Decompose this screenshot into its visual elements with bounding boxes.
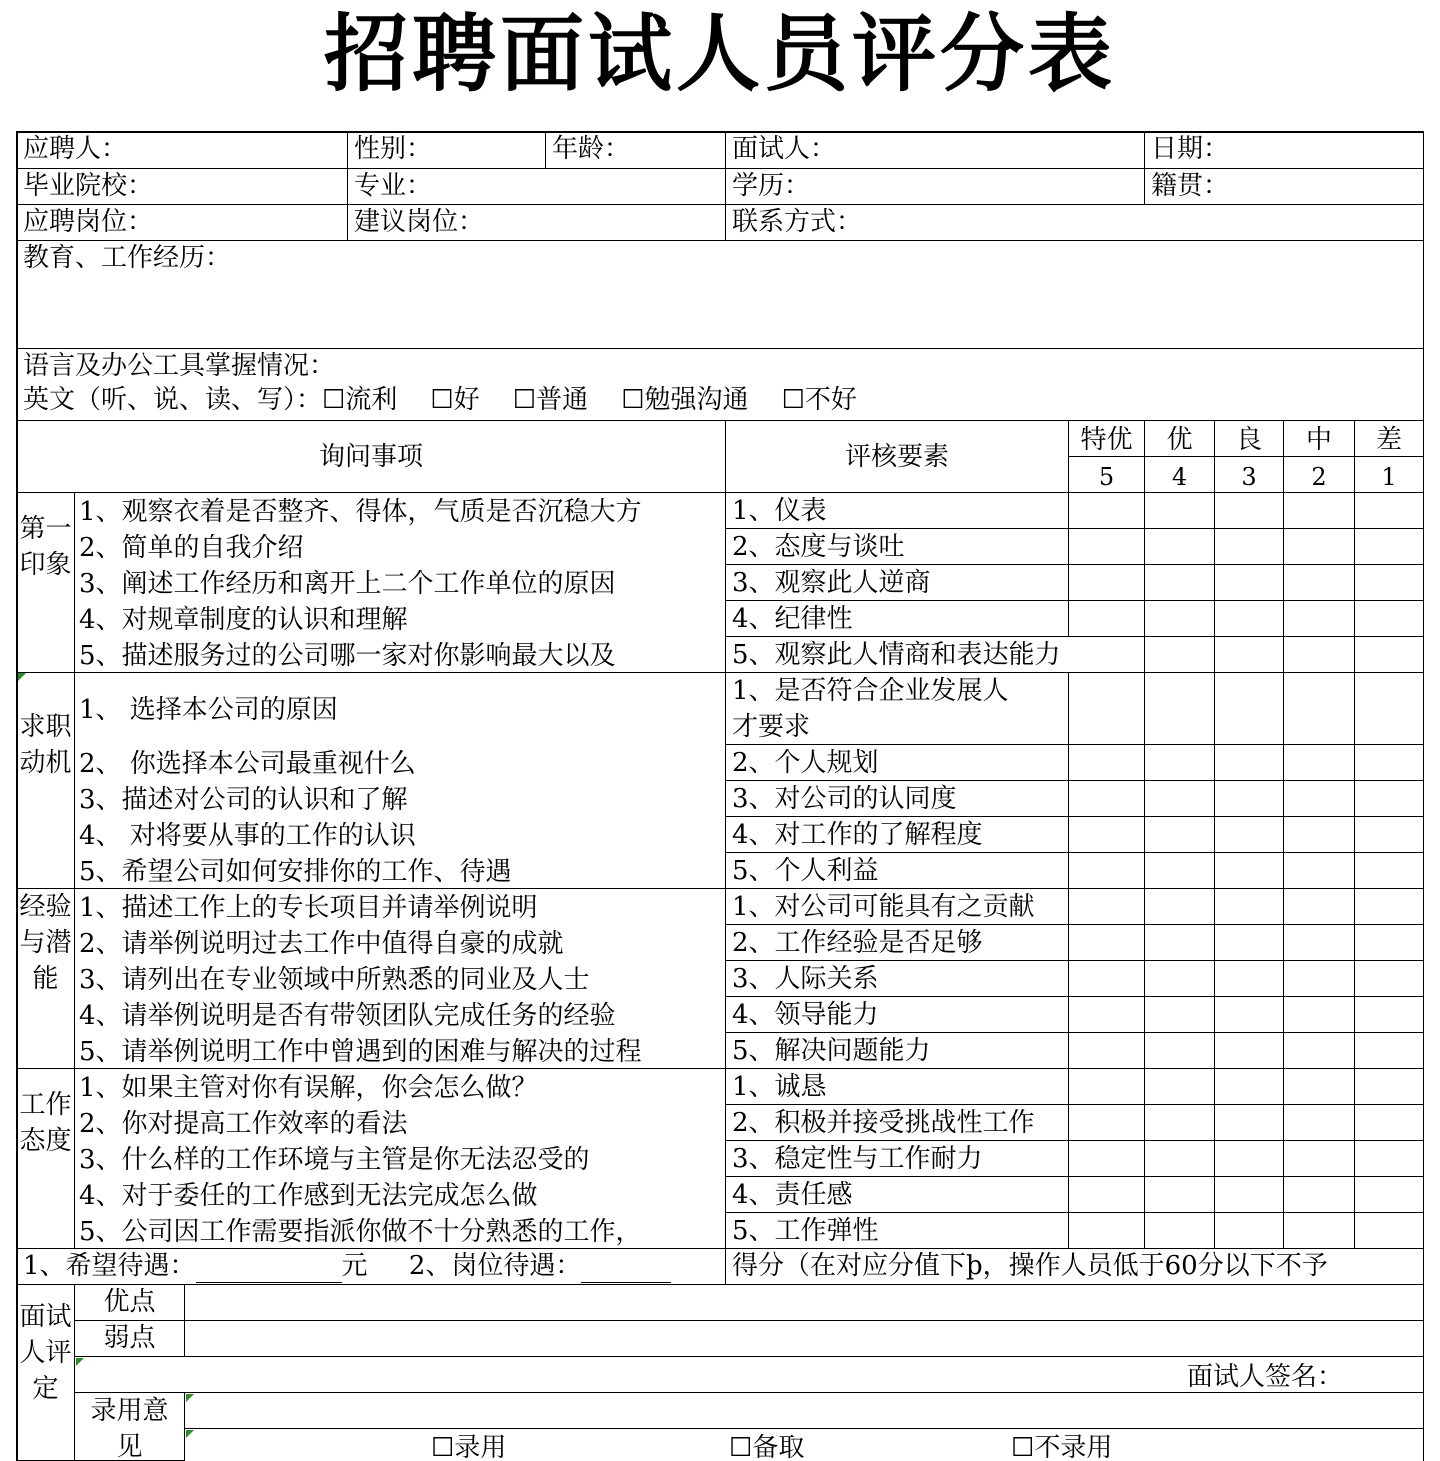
factor-text: 2、个人规划 bbox=[732, 748, 879, 778]
factor-text: 1、对公司可能具有之贡献 bbox=[732, 892, 1035, 922]
score-cell[interactable] bbox=[1145, 493, 1215, 529]
score-cell[interactable] bbox=[1069, 493, 1145, 529]
score-cell[interactable] bbox=[1215, 961, 1284, 997]
score-cell[interactable] bbox=[1069, 889, 1145, 925]
checkbox-reserve[interactable]: ☐备取 bbox=[729, 1433, 805, 1461]
factors-header: 评核要素 bbox=[726, 421, 1069, 493]
section-category: 工作态度 bbox=[17, 1069, 75, 1249]
weaknesses-field[interactable] bbox=[185, 1321, 1424, 1357]
score-cell[interactable] bbox=[1215, 1033, 1284, 1069]
strengths-label: 优点 bbox=[75, 1285, 185, 1321]
position-salary-label: 2、岗位待遇： bbox=[408, 1251, 582, 1281]
factor-text: 3、人际关系 bbox=[732, 964, 879, 994]
score-cell[interactable] bbox=[1215, 1213, 1284, 1249]
strengths-field[interactable] bbox=[185, 1285, 1424, 1321]
score-cell[interactable] bbox=[1069, 1213, 1145, 1249]
score-cell[interactable] bbox=[1145, 925, 1215, 961]
score-cell[interactable] bbox=[1355, 853, 1424, 889]
grade-score: 1 bbox=[1355, 457, 1424, 493]
factor-text: 3、对公司的认同度 bbox=[732, 784, 957, 814]
score-cell[interactable] bbox=[1145, 601, 1215, 637]
score-cell[interactable] bbox=[1355, 637, 1424, 673]
english-row bbox=[23, 383, 1417, 417]
score-cell[interactable] bbox=[1145, 1033, 1215, 1069]
checkbox-poor[interactable]: ☐不好 bbox=[781, 385, 857, 415]
score-cell[interactable] bbox=[1215, 529, 1284, 565]
score-cell[interactable] bbox=[1069, 673, 1145, 745]
question-item: 5、描述服务过的公司哪一家对你影响最大以及 bbox=[79, 641, 616, 671]
score-cell[interactable] bbox=[1069, 601, 1145, 637]
score-cell[interactable] bbox=[1145, 781, 1215, 817]
question-item: 3、什么样的工作环境与主管是你无法忍受的 bbox=[79, 1145, 590, 1175]
hiring-comment-field[interactable] bbox=[185, 1393, 1424, 1429]
score-cell[interactable] bbox=[1145, 997, 1215, 1033]
score-cell[interactable] bbox=[1355, 925, 1424, 961]
score-cell[interactable] bbox=[1355, 961, 1424, 997]
interviewer-field[interactable]: 面试人： bbox=[726, 132, 1145, 169]
score-cell[interactable] bbox=[1145, 1069, 1215, 1105]
score-cell[interactable] bbox=[1145, 1141, 1215, 1177]
score-cell[interactable] bbox=[1069, 637, 1145, 673]
score-cell[interactable] bbox=[1145, 529, 1215, 565]
grade-score: 5 bbox=[1069, 457, 1145, 493]
question-item: 2、你对提高工作效率的看法 bbox=[79, 1109, 408, 1139]
score-cell[interactable] bbox=[1284, 781, 1355, 817]
suggested-position-field[interactable]: 建议岗位： bbox=[348, 205, 726, 241]
score-cell[interactable] bbox=[1145, 1177, 1215, 1213]
factor-item bbox=[726, 1141, 1069, 1177]
section-category: 求职动机 bbox=[17, 673, 75, 889]
hiring-label: 录用意见 bbox=[75, 1393, 185, 1461]
language-label: 语言及办公工具掌握情况： bbox=[23, 351, 336, 381]
factor-item bbox=[726, 961, 1069, 997]
score-cell[interactable] bbox=[1069, 961, 1145, 997]
score-cell[interactable] bbox=[1215, 925, 1284, 961]
score-cell[interactable] bbox=[1215, 1141, 1284, 1177]
score-cell[interactable] bbox=[1355, 673, 1424, 745]
score-cell[interactable] bbox=[1069, 997, 1145, 1033]
question-item: 3、请列出在专业领域中所熟悉的同业及人士 bbox=[79, 965, 590, 995]
score-cell[interactable] bbox=[1215, 601, 1284, 637]
score-cell[interactable] bbox=[1284, 889, 1355, 925]
factor-text: 5、个人利益 bbox=[732, 856, 879, 886]
major-field[interactable]: 专业： bbox=[348, 169, 726, 205]
question-item: 1、 选择本公司的原因 bbox=[79, 695, 338, 725]
applicant-field[interactable]: 应聘人： bbox=[17, 132, 348, 169]
question-item: 5、请举例说明工作中曾遇到的困难与解决的过程 bbox=[79, 1037, 642, 1067]
score-cell[interactable] bbox=[1355, 529, 1424, 565]
contact-field[interactable]: 联系方式： bbox=[726, 205, 1424, 241]
score-cell[interactable] bbox=[1145, 745, 1215, 781]
factor-item bbox=[726, 601, 1069, 637]
age-field[interactable]: 年龄： bbox=[546, 132, 726, 169]
score-cell[interactable] bbox=[1145, 565, 1215, 601]
expected-salary-input[interactable] bbox=[196, 1254, 342, 1283]
section-questions bbox=[75, 493, 726, 673]
score-cell[interactable] bbox=[1145, 1105, 1215, 1141]
weaknesses-label: 弱点 bbox=[75, 1321, 185, 1357]
score-cell[interactable] bbox=[1145, 637, 1215, 673]
grade-score: 2 bbox=[1284, 457, 1355, 493]
signature-row[interactable] bbox=[75, 1357, 1424, 1393]
score-cell[interactable] bbox=[1284, 673, 1355, 745]
score-cell[interactable] bbox=[1069, 745, 1145, 781]
score-cell[interactable] bbox=[1069, 529, 1145, 565]
factor-text: 5、观察此人情商和表达能力 bbox=[732, 640, 1061, 670]
score-cell[interactable] bbox=[1355, 1141, 1424, 1177]
factor-item bbox=[726, 997, 1069, 1033]
factor-text: 3、观察此人逆商 bbox=[732, 568, 931, 598]
score-cell[interactable] bbox=[1284, 961, 1355, 997]
question-item: 2、简单的自我介绍 bbox=[79, 533, 304, 563]
score-cell[interactable] bbox=[1145, 1213, 1215, 1249]
score-cell[interactable] bbox=[1145, 889, 1215, 925]
score-cell[interactable] bbox=[1215, 637, 1284, 673]
factor-item bbox=[726, 1033, 1069, 1069]
experience-field[interactable] bbox=[17, 241, 1424, 349]
score-cell[interactable] bbox=[1069, 781, 1145, 817]
score-cell[interactable] bbox=[1069, 1177, 1145, 1213]
question-item: 4、 对将要从事的工作的认识 bbox=[79, 821, 416, 851]
evaluation-category: 面试人评定 bbox=[17, 1285, 75, 1461]
score-cell[interactable] bbox=[1284, 925, 1355, 961]
question-item: 3、阐述工作经历和离开上二个工作单位的原因 bbox=[79, 569, 616, 599]
grade-score: 4 bbox=[1145, 457, 1215, 493]
score-cell[interactable] bbox=[1355, 565, 1424, 601]
score-cell[interactable] bbox=[1215, 997, 1284, 1033]
factor-text: 2、工作经验是否足够 bbox=[732, 928, 983, 958]
school-field[interactable]: 毕业院校： bbox=[17, 169, 348, 205]
score-cell[interactable] bbox=[1284, 997, 1355, 1033]
grade-label: 良 bbox=[1215, 421, 1284, 457]
factor-text: 5、解决问题能力 bbox=[732, 1036, 931, 1066]
score-cell[interactable] bbox=[1355, 1213, 1424, 1249]
english-label: 英文（听、说、读、写）： bbox=[23, 385, 323, 415]
section-questions bbox=[75, 1069, 726, 1249]
factor-item bbox=[726, 889, 1069, 925]
grade-label: 中 bbox=[1284, 421, 1355, 457]
factor-item bbox=[726, 817, 1069, 853]
question-item: 1、描述工作上的专长项目并请举例说明 bbox=[79, 893, 538, 923]
score-cell[interactable] bbox=[1215, 781, 1284, 817]
expected-salary-label: 1、希望待遇： bbox=[23, 1251, 196, 1281]
position-salary-input[interactable] bbox=[581, 1254, 671, 1283]
score-cell[interactable] bbox=[1284, 745, 1355, 781]
question-item: 4、对规章制度的认识和理解 bbox=[79, 605, 408, 635]
factor-item bbox=[726, 673, 1069, 745]
score-cell[interactable] bbox=[1284, 1033, 1355, 1069]
factor-text: 2、积极并接受挑战性工作 bbox=[732, 1108, 1035, 1138]
salary-row bbox=[17, 1249, 726, 1285]
score-cell[interactable] bbox=[1215, 673, 1284, 745]
score-cell[interactable] bbox=[1284, 817, 1355, 853]
score-cell[interactable] bbox=[1355, 817, 1424, 853]
grade-label: 差 bbox=[1355, 421, 1424, 457]
score-cell[interactable] bbox=[1215, 1105, 1284, 1141]
factor-item bbox=[726, 745, 1069, 781]
factor-item bbox=[726, 781, 1069, 817]
factor-item bbox=[726, 925, 1069, 961]
factor-item bbox=[726, 529, 1069, 565]
section-category: 第一印象 bbox=[17, 493, 75, 673]
factor-text: 2、态度与谈吐 bbox=[732, 532, 905, 562]
score-cell[interactable] bbox=[1069, 1033, 1145, 1069]
score-cell[interactable] bbox=[1355, 1105, 1424, 1141]
question-item: 1、如果主管对你有误解，你会怎么做？ bbox=[79, 1073, 538, 1103]
factor-item bbox=[726, 1213, 1069, 1249]
question-item: 5、公司因工作需要指派你做不十分熟悉的工作， bbox=[79, 1217, 642, 1247]
factor-item bbox=[726, 1069, 1069, 1105]
factor-text: 1、仪表 bbox=[732, 496, 827, 526]
factor-text: 4、领导能力 bbox=[732, 1000, 879, 1030]
score-cell[interactable] bbox=[1069, 565, 1145, 601]
cell-marker bbox=[18, 673, 26, 681]
score-cell[interactable] bbox=[1215, 493, 1284, 529]
score-cell[interactable] bbox=[1069, 1069, 1145, 1105]
score-cell[interactable] bbox=[1145, 853, 1215, 889]
gender-field[interactable]: 性别： bbox=[348, 132, 546, 169]
yuan-label: 元 bbox=[341, 1251, 368, 1281]
grade-label: 优 bbox=[1145, 421, 1215, 457]
score-cell[interactable] bbox=[1215, 565, 1284, 601]
score-cell[interactable] bbox=[1284, 493, 1355, 529]
checkbox-reject[interactable]: ☐不录用 bbox=[1011, 1433, 1113, 1461]
date-field[interactable]: 日期： bbox=[1145, 132, 1424, 169]
hiring-options-row bbox=[185, 1429, 1424, 1461]
questions-header: 询问事项 bbox=[17, 421, 726, 493]
checkbox-fluent[interactable]: ☐流利 bbox=[322, 385, 398, 415]
score-cell[interactable] bbox=[1069, 1141, 1145, 1177]
education-field[interactable]: 学历： bbox=[726, 169, 1145, 205]
language-section bbox=[17, 349, 1424, 421]
score-cell[interactable] bbox=[1355, 781, 1424, 817]
factor-text: 才要求 bbox=[732, 712, 811, 742]
score-cell[interactable] bbox=[1215, 1177, 1284, 1213]
score-cell[interactable] bbox=[1145, 961, 1215, 997]
score-cell[interactable] bbox=[1215, 745, 1284, 781]
score-cell[interactable] bbox=[1284, 1213, 1355, 1249]
score-cell[interactable] bbox=[1355, 1069, 1424, 1105]
score-cell[interactable] bbox=[1145, 817, 1215, 853]
score-cell[interactable] bbox=[1355, 493, 1424, 529]
question-item: 4、请举例说明是否有带领团队完成任务的经验 bbox=[79, 1001, 616, 1031]
score-cell[interactable] bbox=[1215, 853, 1284, 889]
question-item: 1、观察衣着是否整齐、得体，气质是否沉稳大方 bbox=[79, 497, 642, 527]
factor-text: 5、工作弹性 bbox=[732, 1216, 879, 1246]
cell-marker bbox=[186, 1430, 194, 1438]
factor-item bbox=[726, 637, 1069, 673]
score-cell[interactable] bbox=[1284, 1105, 1355, 1141]
score-cell[interactable] bbox=[1069, 853, 1145, 889]
score-cell[interactable] bbox=[1284, 601, 1355, 637]
factor-item bbox=[726, 565, 1069, 601]
score-cell[interactable] bbox=[1215, 1069, 1284, 1105]
factor-text: 4、纪律性 bbox=[732, 604, 853, 634]
factor-text: 3、稳定性与工作耐力 bbox=[732, 1144, 983, 1174]
score-cell[interactable] bbox=[1284, 1069, 1355, 1105]
score-cell[interactable] bbox=[1355, 1177, 1424, 1213]
grade-label: 特优 bbox=[1069, 421, 1145, 457]
grade-score: 3 bbox=[1215, 457, 1284, 493]
score-cell[interactable] bbox=[1284, 1177, 1355, 1213]
section-questions bbox=[75, 673, 726, 889]
checkbox-average[interactable]: ☐普通 bbox=[512, 385, 589, 415]
score-cell[interactable] bbox=[1069, 1105, 1145, 1141]
score-cell[interactable] bbox=[1355, 1033, 1424, 1069]
factor-item bbox=[726, 853, 1069, 889]
score-cell[interactable] bbox=[1355, 601, 1424, 637]
factor-item bbox=[726, 493, 1069, 529]
factor-text: 1、诚恳 bbox=[732, 1072, 827, 1102]
score-cell[interactable] bbox=[1069, 925, 1145, 961]
cell-marker bbox=[76, 1358, 84, 1366]
score-cell[interactable] bbox=[1355, 745, 1424, 781]
native-place-field[interactable]: 籍贯： bbox=[1145, 169, 1424, 205]
score-cell[interactable] bbox=[1355, 997, 1424, 1033]
factor-text: 4、对工作的了解程度 bbox=[732, 820, 983, 850]
score-cell[interactable] bbox=[1284, 853, 1355, 889]
experience-label: 教育、工作经历： bbox=[23, 243, 232, 273]
question-item: 5、希望公司如何安排你的工作、待遇 bbox=[79, 857, 512, 887]
question-item: 2、请举例说明过去工作中值得自豪的成就 bbox=[79, 929, 564, 959]
factor-item bbox=[726, 1105, 1069, 1141]
checkbox-barely[interactable]: ☐勉强沟通 bbox=[621, 385, 749, 415]
score-note: 得分（在对应分值下þ，操作人员低于60分以下不予 bbox=[726, 1249, 1424, 1285]
form-title: 招聘面试人员评分表 bbox=[323, 4, 1116, 103]
question-item: 3、描述对公司的认识和了解 bbox=[79, 785, 408, 815]
question-item: 4、对于委任的工作感到无法完成怎么做 bbox=[79, 1181, 538, 1211]
score-cell[interactable] bbox=[1355, 889, 1424, 925]
checkbox-good[interactable]: ☐好 bbox=[430, 385, 480, 415]
score-cell[interactable] bbox=[1215, 817, 1284, 853]
score-cell[interactable] bbox=[1284, 565, 1355, 601]
score-cell[interactable] bbox=[1284, 529, 1355, 565]
question-item: 2、 你选择本公司最重视什么 bbox=[79, 749, 416, 779]
score-cell[interactable] bbox=[1284, 1141, 1355, 1177]
position-field[interactable]: 应聘岗位： bbox=[17, 205, 348, 241]
factor-text: 4、责任感 bbox=[732, 1180, 853, 1210]
section-category: 经验与潜能 bbox=[17, 889, 75, 1069]
score-cell[interactable] bbox=[1215, 889, 1284, 925]
factor-item bbox=[726, 1177, 1069, 1213]
checkbox-hire[interactable]: ☐录用 bbox=[431, 1433, 507, 1461]
signature-label: 面试人签名： bbox=[1186, 1362, 1343, 1392]
section-questions bbox=[75, 889, 726, 1069]
factor-text: 1、是否符合企业发展人 bbox=[732, 676, 1009, 706]
score-cell[interactable] bbox=[1145, 673, 1215, 745]
cell-marker bbox=[186, 1394, 194, 1402]
score-cell[interactable] bbox=[1284, 637, 1355, 673]
score-cell[interactable] bbox=[1069, 817, 1145, 853]
